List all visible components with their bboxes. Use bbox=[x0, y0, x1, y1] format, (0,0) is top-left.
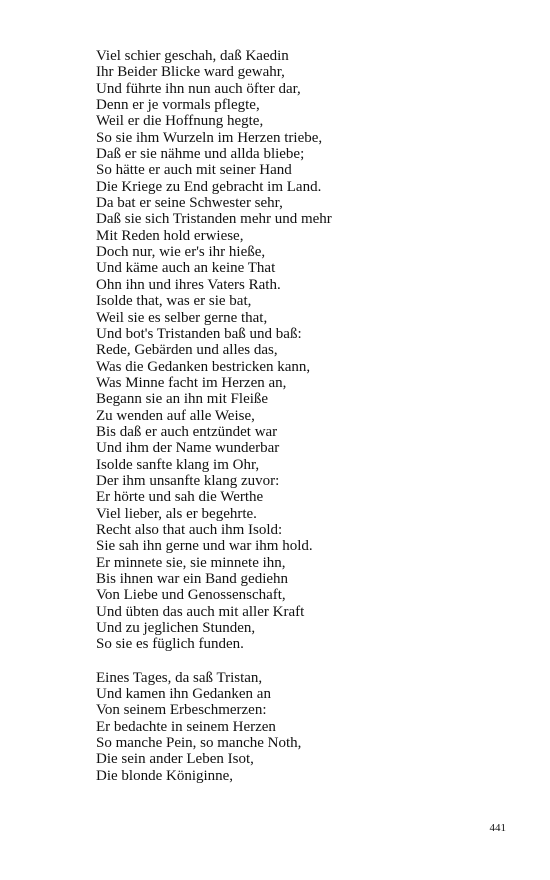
verse-line: Isolde sanfte klang im Ohr, bbox=[96, 456, 260, 473]
verse-line: Mit Reden hold erwiese, bbox=[96, 227, 244, 244]
stanza-2 bbox=[96, 670, 516, 784]
verse-line: Und ihm der Name wunderbar bbox=[96, 440, 280, 457]
verse-line: Und kamen ihn Gedanken an bbox=[96, 686, 271, 703]
verse-line: Ihr Beider Blicke ward gewahr, bbox=[96, 64, 285, 81]
verse-line: Weil er die Hoffnung hegte, bbox=[96, 113, 264, 130]
verse-line: Recht also that auch ihm Isold: bbox=[96, 521, 283, 538]
verse-line: Von Liebe und Genossenschaft, bbox=[96, 587, 286, 604]
verse-line: Doch nur, wie er's ihr hieße, bbox=[96, 244, 266, 261]
verse-line: Der ihm unsanfte klang zuvor: bbox=[96, 472, 280, 489]
verse-line: Daß er sie nähme und allda bliebe; bbox=[96, 146, 305, 163]
verse-line: Weil sie es selber gerne that, bbox=[96, 309, 268, 326]
verse-line: Eines Tages, da saß Tristan, bbox=[96, 669, 263, 686]
verse-line: Bis daß er auch entzündet war bbox=[96, 423, 278, 440]
poem-text bbox=[96, 48, 516, 784]
verse-line: Und käme auch an keine That bbox=[96, 260, 276, 277]
verse-line: So sie ihm Wurzeln im Herzen triebe, bbox=[96, 129, 323, 146]
verse-line: Begann sie an ihn mit Fleiße bbox=[96, 391, 269, 408]
verse-line: Viel schier geschah, daß Kaedin bbox=[96, 48, 289, 64]
verse-line: Er minnete sie, sie minnete ihn, bbox=[96, 554, 286, 571]
verse-line: Er bedachte in seinem Herzen bbox=[96, 718, 276, 735]
verse-line: Viel lieber, als er begehrte. bbox=[96, 505, 257, 522]
verse-line: Da bat er seine Schwester sehr, bbox=[96, 195, 283, 212]
verse-line: Was die Gedanken bestricken kann, bbox=[96, 358, 311, 375]
verse-line: Denn er je vormals pflegte, bbox=[96, 97, 260, 114]
verse-line: Daß sie sich Tristanden mehr und mehr bbox=[96, 211, 332, 228]
verse-line: Rede, Gebärden und alles das, bbox=[96, 342, 278, 359]
verse-line: Sie sah ihn gerne und war ihm hold. bbox=[96, 538, 313, 555]
verse-line: Und zu jeglichen Stunden, bbox=[96, 620, 256, 637]
verse-line: So manche Pein, so manche Noth, bbox=[96, 735, 302, 752]
verse-line: So sie es füglich funden. bbox=[96, 636, 244, 653]
verse-line: Er hörte und sah die Werthe bbox=[96, 489, 264, 506]
page-number: 441 bbox=[489, 822, 506, 834]
verse-line: Bis ihnen war ein Band gediehn bbox=[96, 571, 289, 587]
verse-line: Die Kriege zu End gebracht im Land. bbox=[96, 178, 322, 195]
verse-line: Ohn ihn und ihres Vaters Rath. bbox=[96, 276, 281, 293]
verse-line: Und führte ihn nun auch öfter dar, bbox=[96, 80, 301, 97]
verse-line: Die blonde Königinne, bbox=[96, 767, 234, 784]
verse-line: Zu wenden auf alle Weise, bbox=[96, 407, 255, 424]
verse-line: Von seinem Erbeschmerzen: bbox=[96, 702, 267, 719]
verse-line: Die sein ander Leben Isot, bbox=[96, 751, 254, 768]
verse-line: Und bot's Tristanden baß und baß: bbox=[96, 325, 302, 342]
verse-line: Und übten das auch mit aller Kraft bbox=[96, 603, 305, 620]
verse-line: So hätte er auch mit seiner Hand bbox=[96, 162, 292, 179]
verse-line: Isolde that, was er sie bat, bbox=[96, 293, 252, 310]
stanza-1 bbox=[96, 48, 516, 653]
verse-line: Was Minne facht im Herzen an, bbox=[96, 374, 287, 391]
